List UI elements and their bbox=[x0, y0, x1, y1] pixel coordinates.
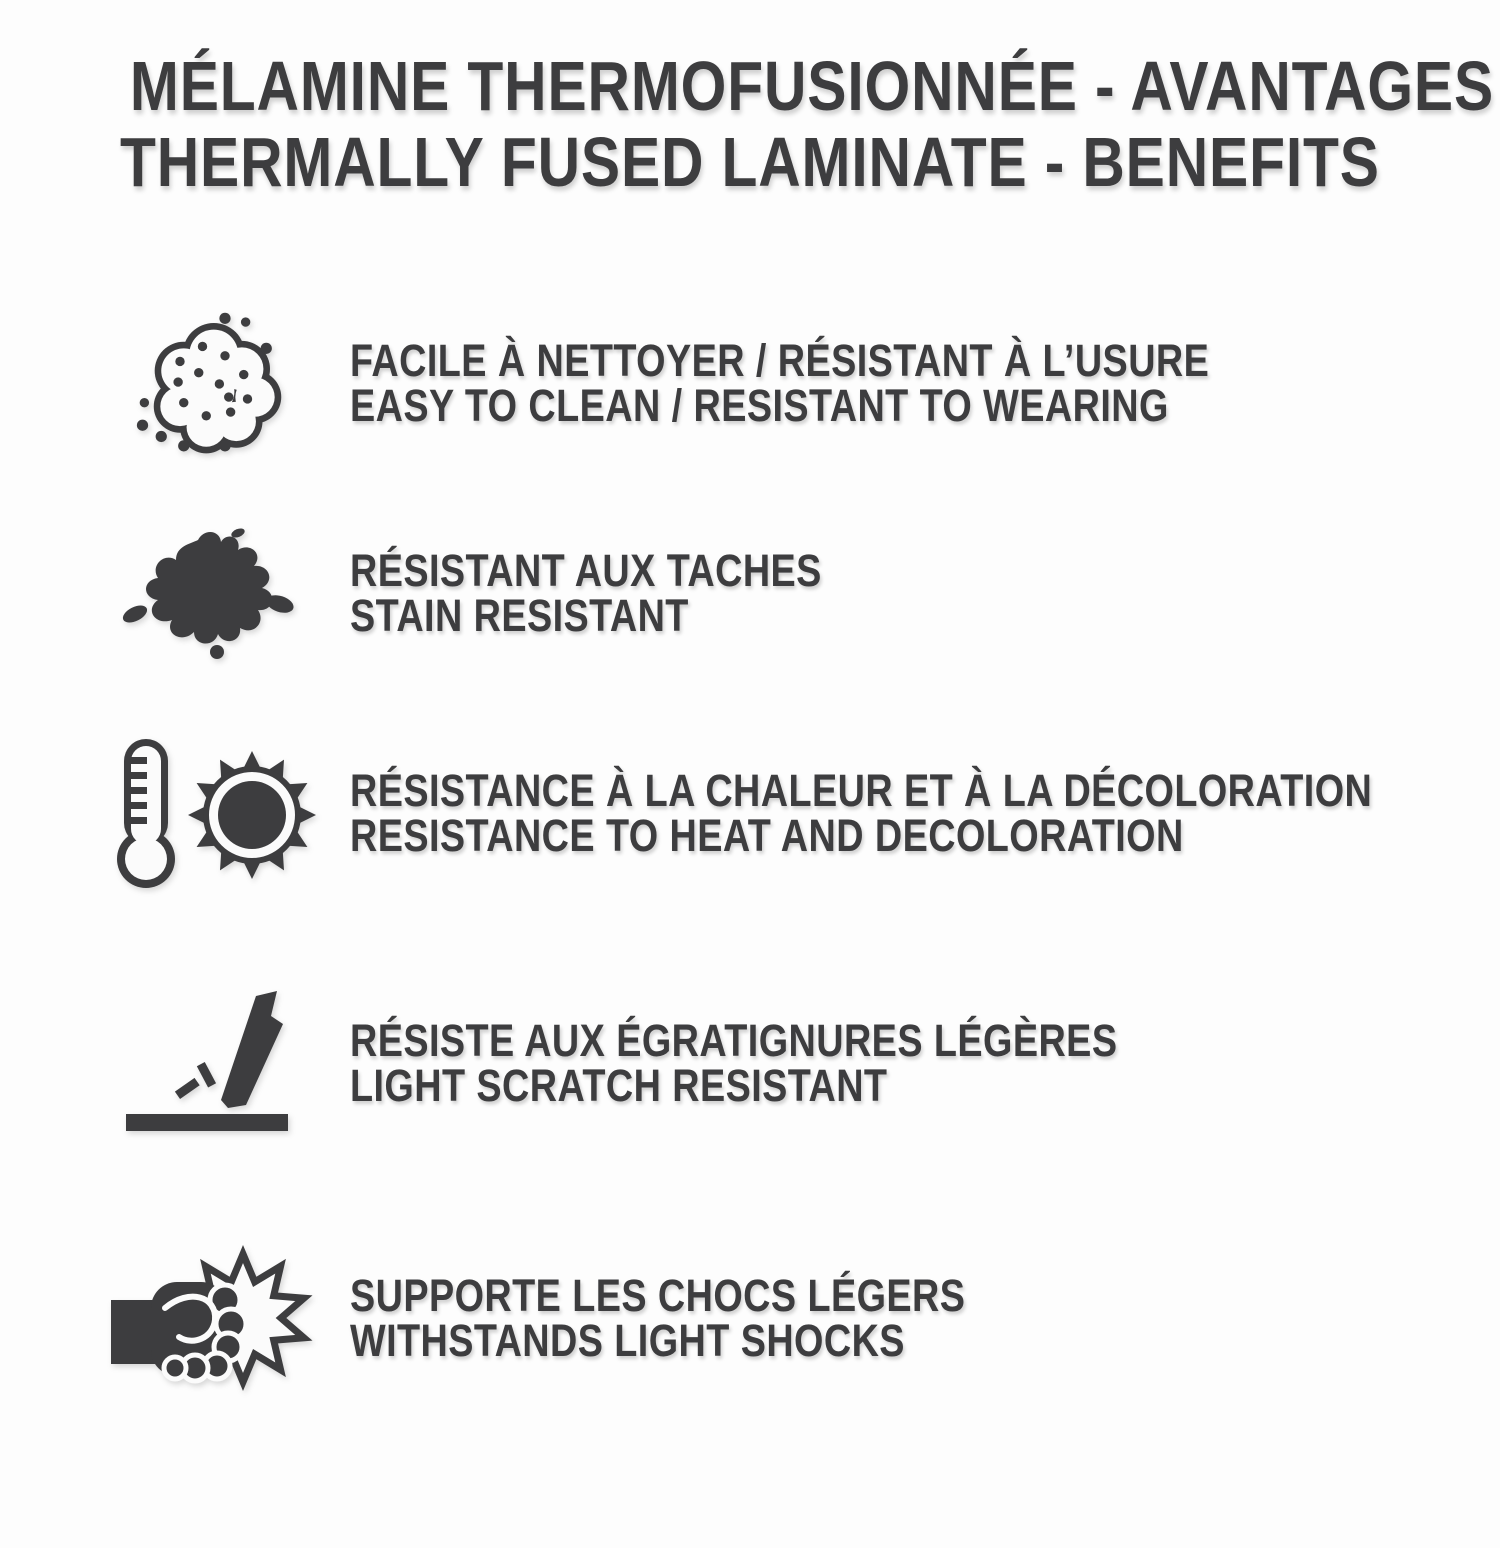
benefit-text-en: STAIN RESISTANT bbox=[350, 590, 689, 641]
benefit-text bbox=[350, 335, 1373, 431]
stain-splat-icon bbox=[95, 518, 325, 668]
benefit-text-fr: SUPPORTE LES CHOCS LÉGERS bbox=[350, 1270, 966, 1321]
fist-impact-icon bbox=[95, 1243, 325, 1393]
benefit-row-scratch-resistant bbox=[0, 988, 1500, 1138]
benefit-text bbox=[350, 765, 1500, 861]
title-line-fr: MÉLAMINE THERMOFUSIONNÉE - AVANTAGES bbox=[129, 47, 1495, 125]
benefit-row-shock-resistant bbox=[0, 1243, 1500, 1393]
benefit-text bbox=[350, 545, 912, 641]
crumbs-cloud-icon bbox=[95, 308, 325, 458]
benefit-list bbox=[0, 308, 1500, 1393]
benefit-text-en: RESISTANCE TO HEAT AND DECOLORATION bbox=[350, 810, 1184, 861]
benefit-row-stain-resistant bbox=[0, 518, 1500, 668]
benefit-text-fr: RÉSISTANCE À LA CHALEUR ET À LA DÉCOLORATION bbox=[350, 765, 1373, 816]
benefit-text-en: WITHSTANDS LIGHT SHOCKS bbox=[350, 1315, 905, 1366]
title-line-en: THERMALLY FUSED LAMINATE - BENEFITS bbox=[120, 123, 1380, 201]
benefit-text bbox=[350, 1015, 1264, 1111]
benefit-text-fr: RÉSISTE AUX ÉGRATIGNURES LÉGÈRES bbox=[350, 1015, 1118, 1066]
benefit-text-fr: FACILE À NETTOYER / RÉSISTANT À L’USURE bbox=[350, 335, 1210, 386]
benefit-text-en: LIGHT SCRATCH RESISTANT bbox=[350, 1060, 888, 1111]
page-title bbox=[0, 48, 1500, 200]
benefit-text-fr: RÉSISTANT AUX TACHES bbox=[350, 545, 822, 596]
benefit-text-en: EASY TO CLEAN / RESISTANT TO WEARING bbox=[350, 380, 1169, 431]
benefits-poster bbox=[0, 48, 1500, 1548]
scratch-blade-icon bbox=[95, 988, 325, 1138]
benefit-row-heat-resistant bbox=[0, 738, 1500, 888]
benefit-text bbox=[350, 1270, 1083, 1366]
thermometer-sun-icon bbox=[95, 738, 325, 888]
benefit-row-easy-to-clean bbox=[0, 308, 1500, 458]
